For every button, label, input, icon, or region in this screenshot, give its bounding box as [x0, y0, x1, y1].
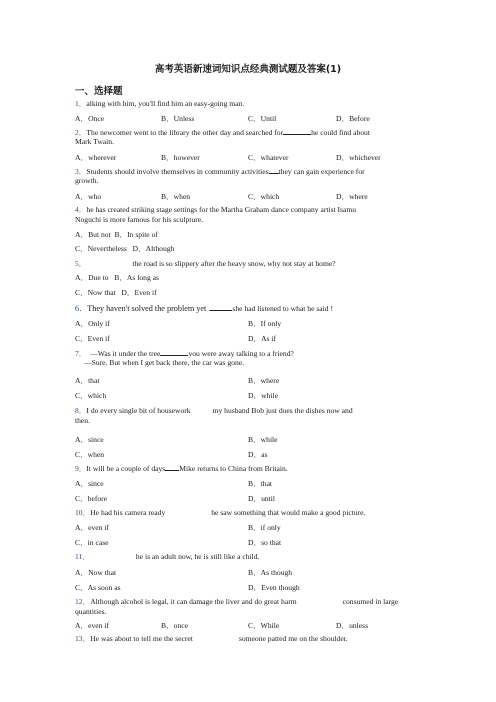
option: A．Due to: [75, 273, 109, 282]
option: B．As though: [248, 568, 293, 577]
option: D．until: [248, 494, 276, 503]
option: B．As long as: [114, 273, 159, 282]
option: A．even if: [75, 621, 109, 630]
answer-blank: [160, 348, 188, 356]
option: C．in case: [75, 538, 109, 547]
option: C．whatever: [248, 153, 289, 162]
option: D．where: [336, 192, 368, 201]
question-6: 6．They haven't solved the problem yet . she had listened to what he said !: [75, 304, 334, 313]
option: B．In spite of: [114, 230, 158, 239]
option: C．which: [75, 391, 107, 400]
option: D．whichever: [336, 153, 381, 162]
option: A．who: [75, 192, 102, 201]
option: B．Unless: [161, 114, 195, 123]
option: B．where: [248, 376, 280, 385]
question-3: 3．Students should involve themselves in community activities they can gain experience for: [75, 167, 365, 176]
option: A．Now that: [75, 568, 117, 577]
question-11: 11． he is an adult now, he is still like a child.: [75, 552, 260, 561]
option: A．wherever: [75, 153, 117, 162]
option: B．if only: [248, 523, 281, 532]
question-2-cont: Mark Twain.: [75, 137, 114, 146]
option: C．Now that: [75, 288, 116, 297]
option: B．once: [161, 621, 188, 630]
option: C．when: [75, 450, 105, 459]
question-4: 4．he has created striking stage settings for the Martha Graham dance company artist Isamu: [75, 205, 357, 214]
option: A．since: [75, 435, 104, 444]
option: C．Nevertheless: [75, 244, 127, 253]
option: A．even if: [75, 523, 109, 532]
option: D．unless: [336, 621, 369, 630]
options-row: [75, 288, 435, 298]
option: C．While: [248, 621, 280, 630]
option: D．Even if: [121, 288, 157, 297]
question-7-cont: —Sure. But when I get back there, the car was gone.: [84, 358, 245, 367]
question-12-cont: quantities.: [75, 607, 107, 616]
option: D．so that: [248, 538, 282, 547]
question-8-cont: then.: [75, 416, 90, 425]
options-row: [75, 230, 435, 240]
answer-blank: [269, 166, 279, 174]
question-13: 13．He was about to tell me the secret someone patted me on the shoulder.: [75, 634, 348, 643]
option: B．that: [248, 479, 273, 488]
question-4-cont: Noguchi is more famous for his sculpture.: [75, 215, 204, 224]
question-12: 12．Although alcohol is legal, it can damage the liver and do great harm consumed in large: [75, 597, 399, 606]
option: A．that: [75, 376, 100, 385]
question-1: 1．alking with him, you'll find him an easy-going man.: [75, 99, 245, 108]
question-2: 2．The newcomer went to the library the other day and searched for he could find about: [75, 128, 370, 137]
answer-blank: [283, 127, 311, 135]
option: B．however: [161, 153, 200, 162]
option: D．while: [248, 391, 278, 400]
option: B．while: [248, 435, 278, 444]
answer-blank: [165, 463, 179, 471]
page-title: 高考英语新速词知识点经典测试题及答案(1): [154, 64, 342, 75]
option: A．But not: [75, 230, 111, 239]
option: C．As soon as: [75, 583, 121, 592]
option: D．Even though: [248, 583, 300, 592]
option: C．which: [248, 192, 280, 201]
question-8: 8．I do every single bit of housework my husband Bob just does the dishes now and: [75, 406, 353, 415]
question-7: 7． —Was it under the tree you were away talking to a friend?: [75, 349, 294, 358]
answer-blank: [210, 303, 232, 311]
option: C．before: [75, 494, 108, 503]
question-10: 10．He had his camera ready he saw something that would make a good picture.: [75, 508, 366, 517]
option: A．Once: [75, 114, 105, 123]
options-row: [75, 273, 435, 283]
question-9: 9．It will be a couple of days Mike returns to China from Britain.: [75, 464, 288, 473]
options-row: [75, 244, 435, 254]
option: C．Until: [248, 114, 277, 123]
option: D．as: [248, 450, 268, 459]
option: D．As if: [248, 334, 277, 343]
option: A．since: [75, 479, 104, 488]
option: B．when: [161, 192, 191, 201]
section-heading: 一、选择题: [75, 86, 123, 97]
option: C．Even if: [75, 334, 110, 343]
option: B．If only: [248, 319, 282, 328]
question-3-cont: growth.: [75, 176, 99, 185]
option: A．Only if: [75, 319, 110, 328]
option: D．Although: [132, 244, 175, 253]
question-5: 5． the road is so slippery after the heavy snow, why not stay at home?: [75, 259, 336, 268]
option: D．Before: [336, 114, 370, 123]
